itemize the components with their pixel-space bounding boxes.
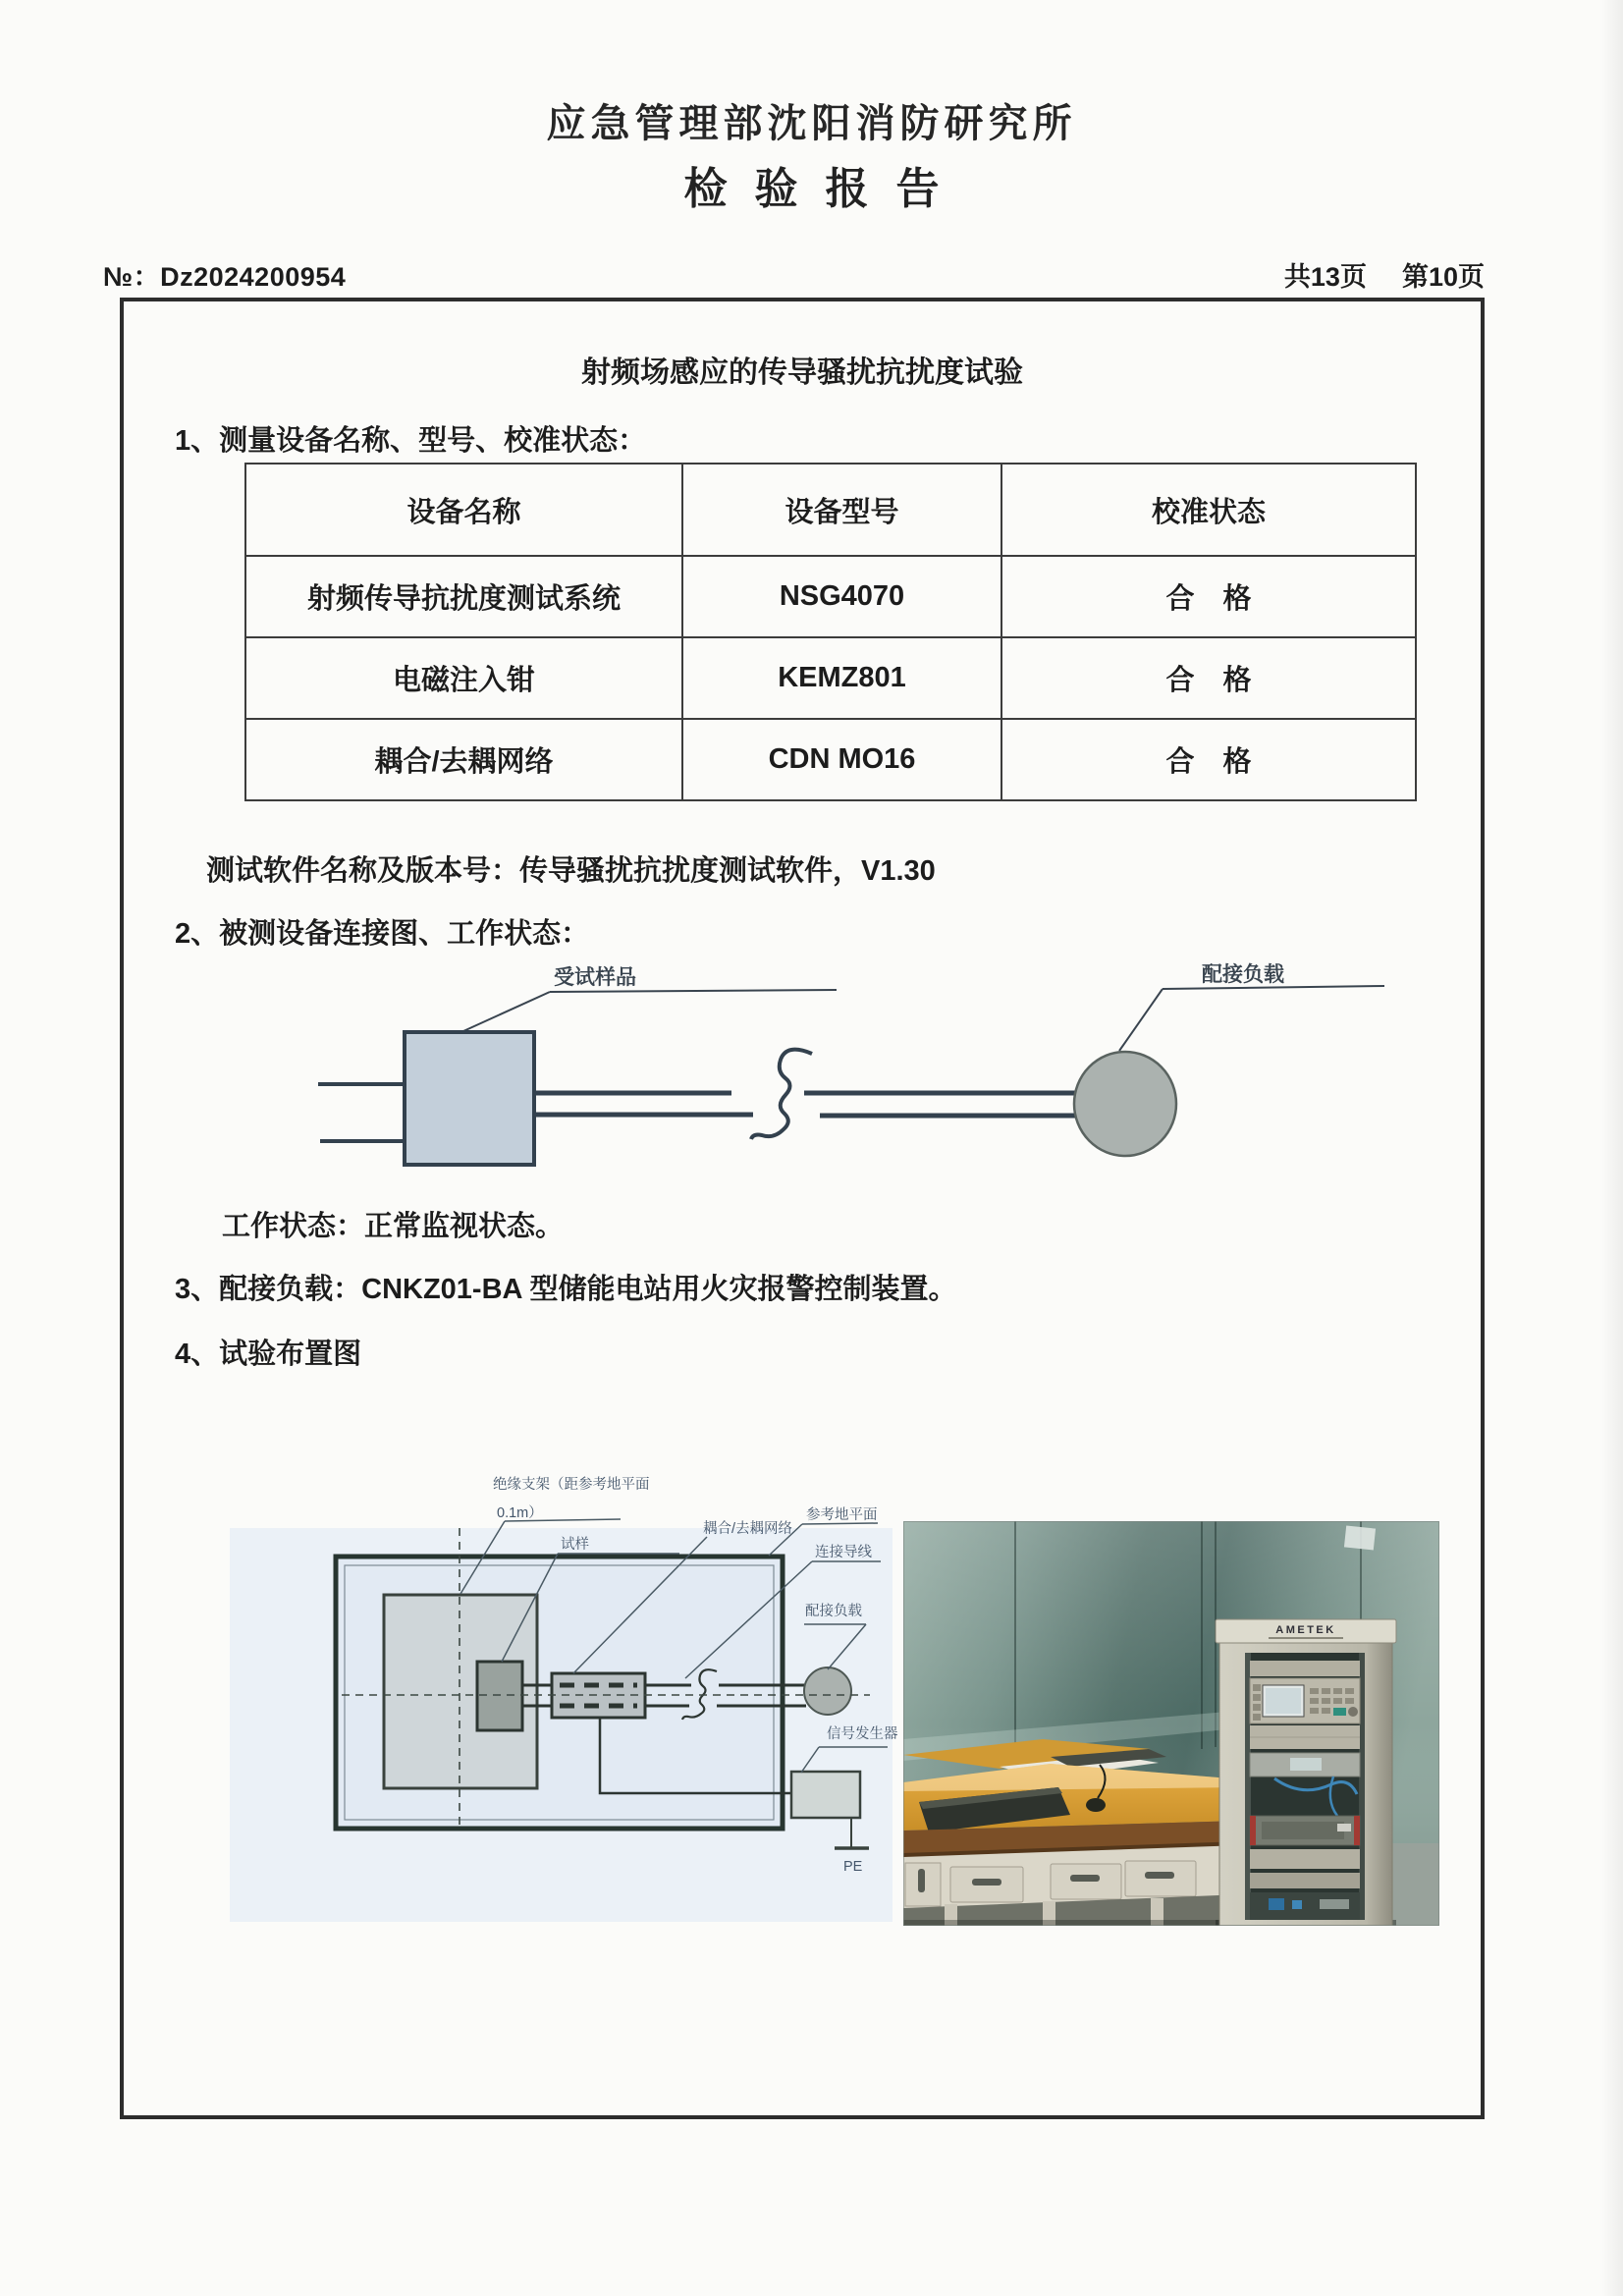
table-row [245, 637, 1416, 719]
cell-device-name: 电磁注入钳 [245, 637, 682, 719]
label-specimen: 试样 [561, 1537, 589, 1553]
test-layout-schematic [225, 1457, 902, 1939]
item3-heading: 3、配接负载：CNKZ01-BA 型储能电站用火灾报警控制装置。 [175, 1274, 957, 1305]
label-ground-plane: 参考地平面 [806, 1507, 878, 1523]
page-info [1284, 255, 1485, 294]
org-title: 应急管理部沈阳消防研究所 [546, 102, 1077, 145]
software-version-line: 测试软件名称及版本号：传导骚扰抗扰度测试软件，V1.30 [206, 855, 936, 887]
col-header-calibration-status: 校准状态 [1001, 464, 1416, 556]
load-circle [804, 1667, 851, 1715]
cell-device-name: 耦合/去耦网络 [245, 719, 682, 800]
col-header-device-model: 设备型号 [682, 464, 1001, 556]
label-connecting-wire: 连接导线 [815, 1545, 872, 1560]
section-title: 射频场感应的传导骚扰抗扰度试验 [581, 356, 1023, 389]
cell-calibration-status: 合 格 [1001, 637, 1416, 719]
report-body-box [120, 298, 1485, 2119]
eut-label: 受试样品 [554, 966, 636, 989]
equipment-table [244, 463, 1417, 801]
load-circle [1074, 1052, 1176, 1156]
cell-calibration-status: 合 格 [1001, 719, 1416, 800]
report-number [103, 255, 346, 294]
item1-heading: 1、测量设备名称、型号、校准状态： [175, 425, 647, 457]
report-title: 检验报告 [683, 165, 967, 213]
table-row [245, 719, 1416, 800]
cell-device-model: CDN MO16 [682, 719, 1001, 800]
cell-device-name: 射频传导抗扰度测试系统 [245, 556, 682, 637]
lab-photo [903, 1521, 1439, 1926]
eut-box [405, 1032, 534, 1165]
table-row [245, 556, 1416, 637]
cell-calibration-status: 合 格 [1001, 556, 1416, 637]
eut-label-leader-line [550, 990, 837, 992]
rack-brand-label: AMETEK [1275, 1624, 1336, 1636]
label-pe: PE [843, 1859, 863, 1875]
pages-total: 共13页 [1283, 262, 1367, 292]
connection-diagram [200, 952, 1428, 1187]
label-signal-generator: 信号发生器 [827, 1726, 898, 1742]
table-header-row [245, 464, 1416, 556]
signal-generator-rect [791, 1772, 860, 1818]
label-load: 配接负载 [805, 1604, 862, 1619]
working-state-line: 工作状态：正常监视状态。 [222, 1211, 565, 1242]
report-number-value: Dz2024200954 [160, 262, 347, 292]
equipment-rack [1216, 1619, 1396, 1926]
item4-heading: 4、试验布置图 [175, 1339, 362, 1370]
cell-device-model: KEMZ801 [682, 637, 1001, 719]
specimen-rect [477, 1662, 522, 1730]
rack-instrument-nsg [1250, 1678, 1360, 1723]
wall-fixture [1344, 1525, 1376, 1550]
page-current: 第10页 [1401, 262, 1485, 292]
load-label-leader-line [1163, 986, 1384, 989]
item2-heading: 2、被测设备连接图、工作状态： [175, 918, 590, 950]
label-insulating-support-2: 0.1m） [497, 1505, 543, 1521]
label-cdn: 耦合/去耦网络 [703, 1521, 793, 1537]
report-number-label: №： [103, 262, 161, 292]
col-header-device-name: 设备名称 [245, 464, 682, 556]
label-insulating-support: 绝缘支架（距参考地平面 [493, 1477, 650, 1493]
cable-break-icon [751, 1050, 812, 1139]
load-label: 配接负载 [1202, 963, 1284, 986]
cell-device-model: NSG4070 [682, 556, 1001, 637]
